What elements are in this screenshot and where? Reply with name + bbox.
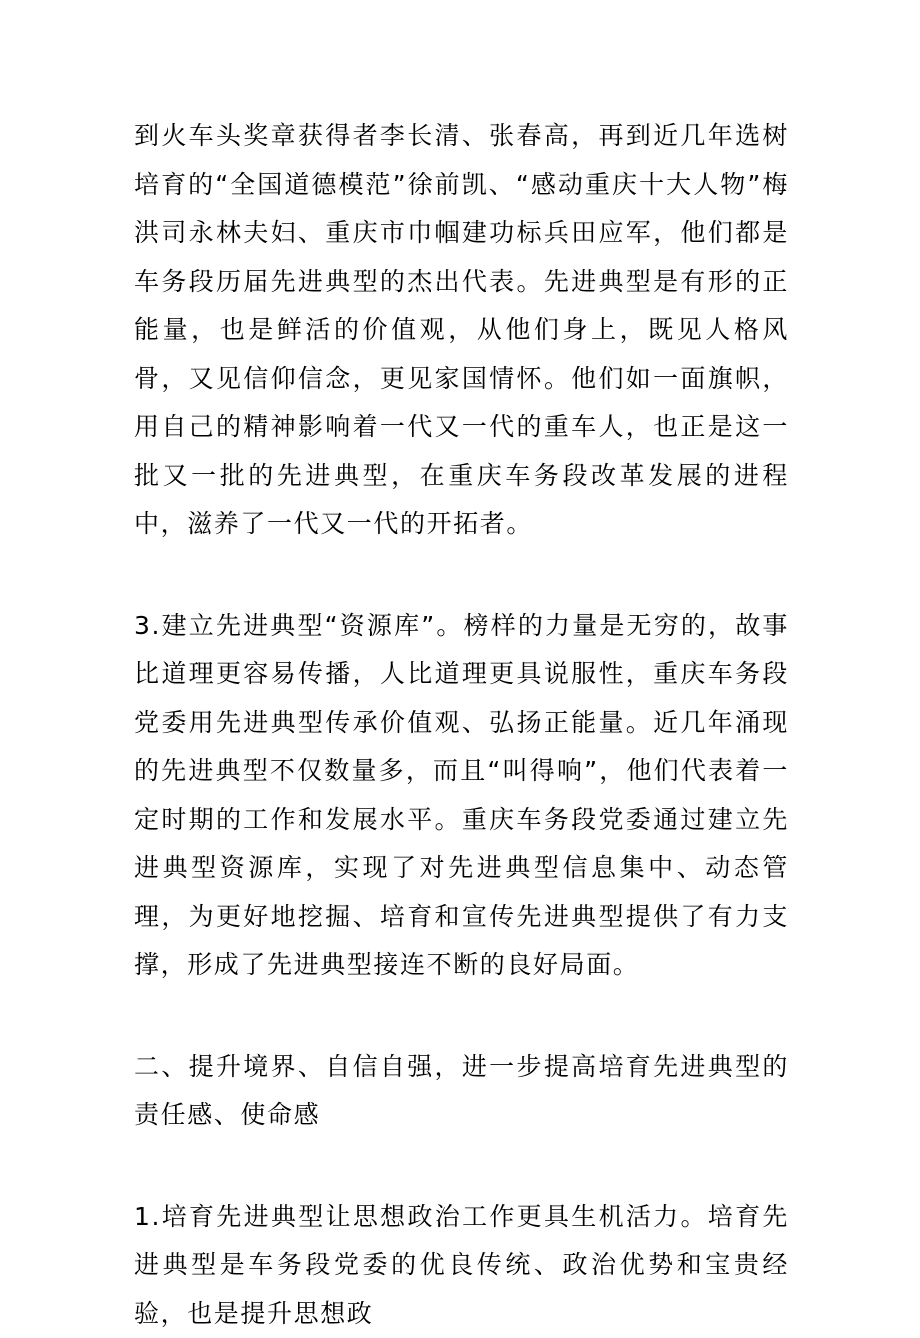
section-heading-two: 二、提升境界、自信自强，进一步提高培育先进典型的责任感、使命感 bbox=[134, 1043, 789, 1140]
body-paragraph-resource-library: 3.建立先进典型“资源库”。榜样的力量是无穷的，故事比道理更容易传播，人比道理更具说服性，重庆车务段党委用先进典型传承价值观、弘扬正能量。近几年涌现的先进典型不仅数量多，而且“叫得响”，他们代表着一定时期的工作和发展水平。重庆车务段党委通过建立先进典型资源库，实现了对先进典型信息集中、动态管理，为更好地挖掘、培育和宣传先进典型提供了有力支撑，形成了先进典型接连不断的良好局面。 bbox=[134, 602, 789, 990]
body-paragraph-advanced-models: 到火车头奖章获得者李长清、张春高，再到近几年选树培育的“全国道德模范”徐前凯、“感动重庆十大人物”梅洪司永林夫妇、重庆市巾帼建功标兵田应军，他们都是车务段历届先进典型的杰出代表。先进典型是有形的正能量，也是鲜活的价值观，从他们身上，既见人格风骨，又见信仰信念，更见家国情怀。他们如一面旗帜，用自己的精神影响着一代又一代的重车人，也正是这一批又一批的先进典型，在重庆车务段改革发展的进程中，滋养了一代又一代的开拓者。 bbox=[134, 112, 789, 549]
body-paragraph-political-work: 1.培育先进典型让思想政治工作更具生机活力。培育先进典型是车务段党委的优良传统、政治优势和宝贵经验，也是提升思想政 bbox=[134, 1193, 789, 1338]
